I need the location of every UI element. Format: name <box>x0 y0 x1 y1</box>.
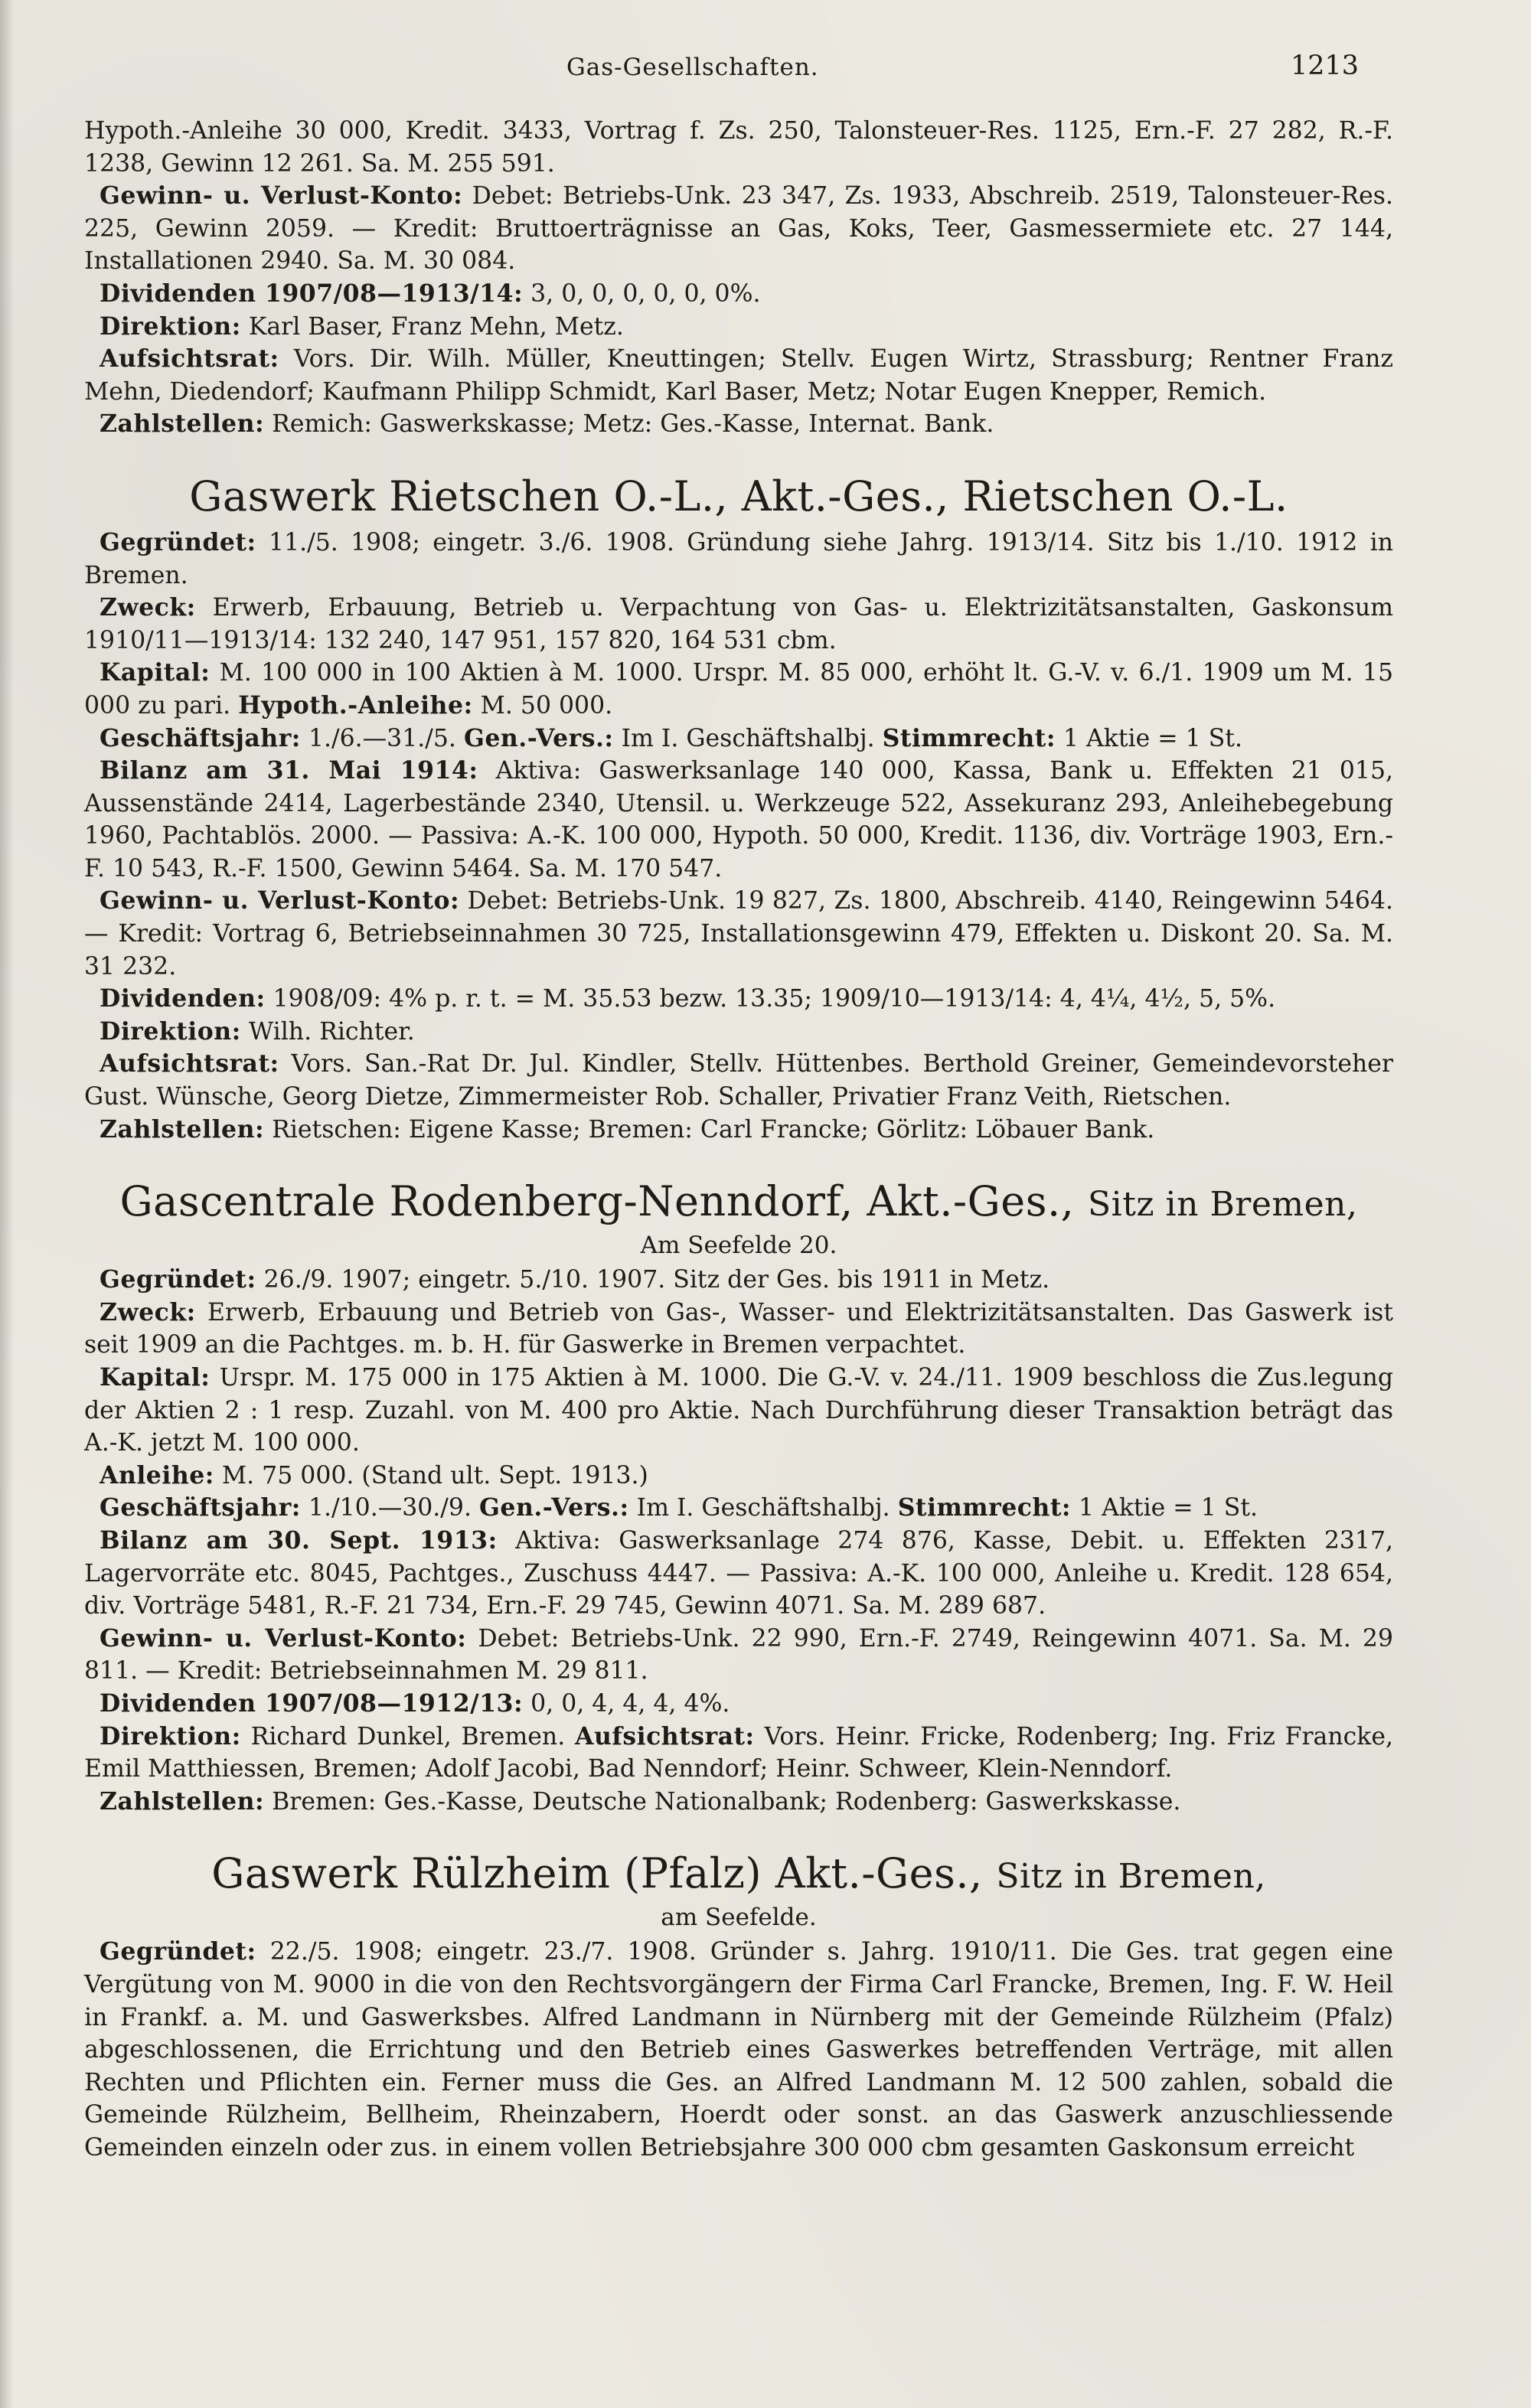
section-text: Urspr. M. 175 000 in 175 Aktien à M. 1000. Die G.-V. v. 24./11. 1909 beschloss die Zus.legung der Aktien 2 : 1 resp. Zuzahl. von M. 400 pro Aktie. Nach Durchführung dieser Transaktion beträgt das A.-K. jetzt M. 100 000. <box>84 1364 1394 1457</box>
continued-entry <box>84 115 1393 441</box>
continuation-text: Hypoth.-Anleihe 30 000, Kredit. 3433, Vortrag f. Zs. 250, Talonsteuer-Res. 1125, Ern.-F. 27 282, R.-F. 1238, Gewinn 12 261. Sa. M. 255 591. <box>84 117 1393 178</box>
section-label: Stimmrecht: <box>897 1493 1072 1522</box>
section-text: Aktiva: Gaswerksanlage 274 876, Kasse, Debit. u. Effekten 2317, Lagervorräte etc. 8045, Pachtges., Zuschuss 4447. — Passiva: A.-K. 100 000, Anleihe u. Kredit. 128 654, div. Vorträge 5481, R.-F. 21 734, Ern.-F. 29 745, Gewinn 4071. Sa. M. 289 687. <box>84 1526 1394 1620</box>
section-text: 1908/09: 4% p. r. t. = M. 35.53 bezw. 13.35; 1909/10—1913/14: 4, 4¼, 4½, 5, 5%. <box>273 985 1276 1013</box>
section-text: Debet: Betriebs-Unk. 23 347, Zs. 1933, Abschreib. 2519, Talonsteuer-Res. 225, Gewinn 2059. — Kredit: Bruttoerträgnisse an Gas, Koks, Teer, Gasmessermiete etc. 27 144, Installationen 2940. Sa. M. 30 084. <box>84 182 1393 276</box>
company-name: Gaswerk Rietschen O.-L., Akt.-Ges., Rietschen O.-L. <box>189 471 1288 520</box>
section-label: Zweck: <box>100 593 196 622</box>
section-label: Anleihe: <box>100 1460 214 1490</box>
section-label: Aufsichtsrat: <box>100 1049 279 1078</box>
company-title <box>84 1848 1393 1902</box>
entry-paragraph <box>84 1936 1393 2164</box>
company-seat: Sitz in Bremen, <box>996 1857 1266 1897</box>
section-text: 1./6.—31./5. <box>308 724 456 752</box>
section-text: Erwerb, Erbauung und Betrieb von Gas-, Wasser- und Elektrizitätsanstalten. Das Gaswerk ist seit 1909 an die Pachtges. m. b. H. für Gaswerke in Bremen verpachtet. <box>84 1298 1393 1359</box>
section-label: Bilanz am 31. Mai 1914: <box>100 756 478 785</box>
section-label: Kapital: <box>100 1363 211 1392</box>
section-text: 3, 0, 0, 0, 0, 0, 0%. <box>530 279 761 308</box>
section-label: Aufsichtsrat: <box>100 344 279 374</box>
page-content <box>84 115 1393 2164</box>
section-text: 26./9. 1907; eingetr. 5./10. 1907. Sitz der Ges. bis 1911 in Metz. <box>263 1266 1050 1294</box>
section-label: Gegründet: <box>100 1937 256 1966</box>
section-label: Geschäftsjahr: <box>100 1493 301 1522</box>
section-label: Zahlstellen: <box>100 1786 265 1816</box>
section-text: Rietschen: Eigene Kasse; Bremen: Carl Francke; Görlitz: Löbauer Bank. <box>272 1115 1155 1144</box>
section-text: Wilh. Richter. <box>248 1017 415 1046</box>
section-text: 1./10.—30./9. <box>308 1494 472 1522</box>
company-name: Gaswerk Rülzheim (Pfalz) Akt.-Ges., <box>211 1849 983 1898</box>
company-name: Gascentrale Rodenberg-Nenndorf, Akt.-Ges., <box>119 1177 1075 1226</box>
section-text: M. 100 000 in 100 Aktien à M. 1000. Urspr. M. 85 000, erhöht lt. G.-V. v. 6./1. 1909 um M. 15 000 zu pari. <box>84 659 1393 719</box>
section-text: Vors. Dir. Wilh. Müller, Kneuttingen; Stellv. Eugen Wirtz, Strassburg; Rentner Franz Mehn, Diedendorf; Kaufmann Philipp Schmidt, Karl Baser, Metz; Notar Eugen Knepper, Remich. <box>84 345 1394 406</box>
section-label: Zahlstellen: <box>100 409 265 439</box>
section-text: Karl Baser, Franz Mehn, Metz. <box>248 312 624 341</box>
entry-paragraph <box>84 527 1393 1146</box>
section-label: Hypoth.-Anleihe: <box>238 690 473 719</box>
section-text: Debet: Betriebs-Unk. 22 990, Ern.-F. 2749, Reingewinn 4071. Sa. M. 29 811. — Kredit: Betriebseinnahmen M. 29 811. <box>84 1624 1394 1685</box>
page-number: 1213 <box>1291 51 1360 81</box>
company-entry <box>84 1176 1393 1818</box>
section-label: Gegründet: <box>100 1265 256 1294</box>
company-address: Am Seefelde 20. <box>640 1232 837 1260</box>
section-label: Zahlstellen: <box>100 1114 265 1144</box>
section-text: Vors. Heinr. Fricke, Rodenberg; Ing. Friz Francke, Emil Matthiessen, Bremen; Adolf Jacobi, Bad Nenndorf; Heinr. Schweer, Klein-Nenndorf. <box>84 1722 1393 1783</box>
section-label: Gen.-Vers.: <box>463 723 614 752</box>
section-text: 1 Aktie = 1 St. <box>1079 1494 1258 1522</box>
section-label: Stimmrecht: <box>882 723 1056 752</box>
section-label: Direktion: <box>100 1721 241 1751</box>
section-text: Im I. Geschäftshalbj. <box>621 724 875 752</box>
section-label: Zweck: <box>100 1297 196 1326</box>
section-text: M. 75 000. (Stand ult. Sept. 1913.) <box>221 1461 648 1490</box>
running-title: Gas-Gesellschaften. <box>566 54 819 81</box>
section-text: Erwerb, Erbauung, Betrieb u. Verpachtung von Gas- u. Elektrizitätsanstalten, Gaskonsum 1910/11—1913/14: 132 240, 147 951, 157 820, 164 531 cbm. <box>84 594 1394 654</box>
section-label: Gewinn- u. Verlust-Konto: <box>100 886 460 915</box>
section-text: 1 Aktie = 1 St. <box>1063 724 1242 752</box>
section-text: Debet: Betriebs-Unk. 19 827, Zs. 1800, Abschreib. 4140, Reingewinn 5464. — Kredit: Vortrag 6, Betriebseinnahmen 30 725, Installationsgewinn 479, Effekten u. Diskont 20. Sa. M. 31 232. <box>84 887 1394 980</box>
section-label: Direktion: <box>100 1016 241 1046</box>
section-text: 11./5. 1908; eingetr. 3./6. 1908. Gründung siehe Jahrg. 1913/14. Sitz bis 1./10. 1912 in Bremen. <box>84 528 1393 589</box>
section-text: Remich: Gaswerkskasse; Metz: Ges.-Kasse, Internat. Bank. <box>272 410 994 439</box>
entry-paragraph <box>84 115 1393 441</box>
section-label: Kapital: <box>100 658 211 687</box>
section-text: Im I. Geschäftshalbj. <box>636 1494 890 1522</box>
company-entry <box>84 471 1393 1146</box>
company-seat: Sitz in Bremen, <box>1087 1185 1358 1225</box>
company-title <box>84 1176 1393 1230</box>
section-label: Gewinn- u. Verlust-Konto: <box>100 1623 467 1653</box>
section-text: Aktiva: Gaswerksanlage 140 000, Kassa, Bank u. Effekten 21 015, Aussenstände 2414, Lagerbestände 2340, Utensil. u. Werkzeuge 522, Assekuranz 293, Anleihebegebung 1960, Pachtablös. 2000. — Passiva: A.-K. 100 000, Hypoth. 50 000, Kredit. 1136, div. Vorträge 1903, Ern.-F. 10 543, R.-F. 1500, Gewinn 5464. Sa. M. 170 547. <box>84 757 1394 883</box>
section-label: Geschäftsjahr: <box>100 723 301 752</box>
section-text: Bremen: Ges.-Kasse, Deutsche Nationalbank; Rodenberg: Gaswerkskasse. <box>272 1787 1181 1816</box>
section-label: Gen.-Vers.: <box>479 1493 629 1522</box>
section-text: 22./5. 1908; eingetr. 23./7. 1908. Gründer s. Jahrg. 1910/11. Die Ges. trat gegen eine Vergütung von M. 9000 in die von den Rechtsvorgängern der Firma Carl Francke, Bremen, Ing. F. W. Heil in Frankf. a. M. und Gaswerksbes. Alfred Landmann in Nürnberg mit der Gemeinde Rülzheim (Pfalz) abgeschlossenen, die Errichtung und den Betrieb eines Gaswerkes betreffenden Verträge, mit allen Rechten und Pflichten ein. Ferner muss die Ges. an Alfred Landmann M. 12 500 zahlen, sobald die Gemeinde Rülzheim, Bellheim, Rheinzabern, Hoerdt oder sonst. an das Gaswerk anzuschliessende Gemeinden einzeln oder zus. in einem vollen Betriebsjahre 300 000 cbm gesamten Gaskonsum erreicht <box>84 1938 1393 2162</box>
section-label: Gegründet: <box>100 527 256 556</box>
section-label: Bilanz am 30. Sept. 1913: <box>100 1525 498 1555</box>
section-text: 0, 0, 4, 4, 4, 4%. <box>530 1689 730 1718</box>
section-text: M. 50 000. <box>480 691 613 719</box>
company-entry <box>84 1848 1393 2164</box>
section-label: Direktion: <box>100 312 241 341</box>
running-header <box>0 47 1531 93</box>
section-label: Dividenden 1907/08—1913/14: <box>100 279 524 308</box>
company-address: am Seefelde. <box>661 1904 817 1932</box>
company-title <box>84 471 1393 522</box>
section-text: Richard Dunkel, Bremen. <box>250 1722 566 1751</box>
section-label: Gewinn- u. Verlust-Konto: <box>100 181 463 210</box>
section-label: Aufsichtsrat: <box>575 1721 755 1751</box>
section-text: Vors. San.-Rat Dr. Jul. Kindler, Stellv. Hüttenbes. Berthold Greiner, Gemeindevorsteher Gust. Wünsche, Georg Dietze, Zimmermeister Rob. Schaller, Privatier Franz Veith, Rietschen. <box>84 1050 1393 1111</box>
entry-paragraph <box>84 1264 1393 1818</box>
section-label: Dividenden 1907/08—1912/13: <box>100 1689 524 1718</box>
section-label: Dividenden: <box>100 984 266 1013</box>
